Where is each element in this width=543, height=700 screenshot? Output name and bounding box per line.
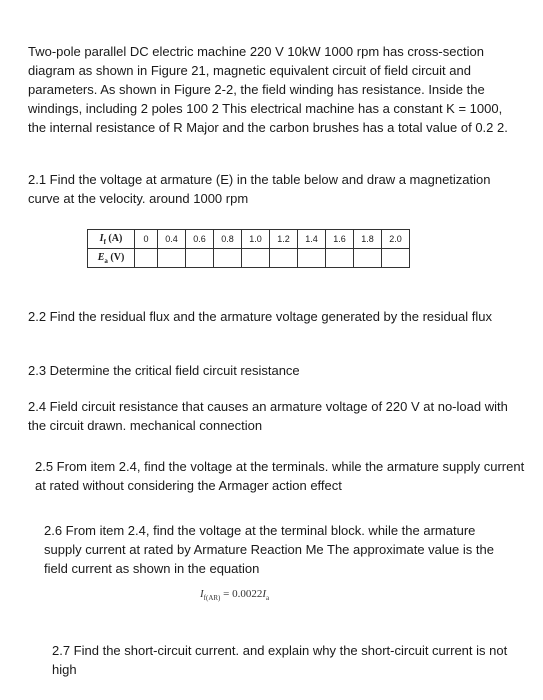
equation-lhs: I bbox=[200, 588, 204, 600]
armature-voltage-cell bbox=[242, 249, 270, 268]
question-2-2: 2.2 Find the residual flux and the armature voltage generated by the residual flux bbox=[28, 309, 492, 324]
field-current-header: $I_f$ (A) bbox=[88, 230, 135, 249]
equation-equals: = bbox=[220, 588, 233, 600]
problem-intro: Two-pole parallel DC electric machine 220 V 10kW 1000 rpm has cross-section diagram as shown in Figure 21, magnetic equivalent circuit of field circuit and parameters. As shown in Figure 2-2, the field winding has resistance. Inside the windings, including 2 poles 100 2 This electrical machine has a constant K = 1000, the internal resistance of R Major and the carbon brushes has a total value of 0.2 2. bbox=[28, 44, 508, 135]
field-current-cell: 0.6 bbox=[186, 230, 214, 249]
question-2-6: 2.6 From item 2.4, find the voltage at the terminal block. while the armature supply current at rated by Armature Reaction Me The approximate value is the field current as shown in the equation bbox=[44, 523, 494, 576]
armature-voltage-cell bbox=[270, 249, 298, 268]
field-current-cell: 1.2 bbox=[270, 230, 298, 249]
armature-voltage-cell bbox=[158, 249, 186, 268]
field-current-cell: 1.0 bbox=[242, 230, 270, 249]
armature-voltage-cell bbox=[186, 249, 214, 268]
field-current-cell: 0.4 bbox=[158, 230, 186, 249]
field-current-cell: 0.8 bbox=[214, 230, 242, 249]
field-current-cell: 1.4 bbox=[298, 230, 326, 249]
armature-voltage-cell bbox=[135, 249, 158, 268]
question-2-3: 2.3 Determine the critical field circuit resistance bbox=[28, 363, 300, 378]
armature-voltage-row bbox=[88, 249, 410, 268]
armature-voltage-cell bbox=[214, 249, 242, 268]
question-2-1: 2.1 Find the voltage at armature (E) in the table below and draw a magnetization curve at the velocity. around 1000 rpm bbox=[28, 172, 491, 206]
magnetization-table bbox=[87, 229, 410, 268]
equation-coefficient: 0.0022 bbox=[232, 588, 263, 600]
field-current-cell: 1.6 bbox=[326, 230, 354, 249]
armature-voltage-cell bbox=[326, 249, 354, 268]
question-2-5: 2.5 From item 2.4, find the voltage at the terminals. while the armature supply current at rated without considering the Armager action effect bbox=[35, 459, 525, 493]
armature-voltage-cell bbox=[354, 249, 382, 268]
field-current-cell: 0 bbox=[135, 230, 158, 249]
armature-reaction-equation bbox=[200, 588, 269, 602]
equation-lhs-subscript: f(AR) bbox=[203, 594, 221, 603]
equation-rhs-variable: I bbox=[262, 588, 267, 600]
field-current-row bbox=[88, 230, 410, 249]
armature-voltage-header: $E_a$ (V) bbox=[88, 249, 135, 268]
armature-voltage-cell bbox=[298, 249, 326, 268]
question-2-4: 2.4 Field circuit resistance that causes an armature voltage of 220 V at no-load with the circuit drawn. mechanical connection bbox=[28, 399, 508, 433]
question-2-7: 2.7 Find the short-circuit current. and explain why the short-circuit current is not high bbox=[52, 643, 508, 677]
equation-rhs-subscript: a bbox=[266, 594, 270, 603]
field-current-cell: 1.8 bbox=[354, 230, 382, 249]
field-current-cell: 2.0 bbox=[382, 230, 410, 249]
armature-voltage-cell bbox=[382, 249, 410, 268]
